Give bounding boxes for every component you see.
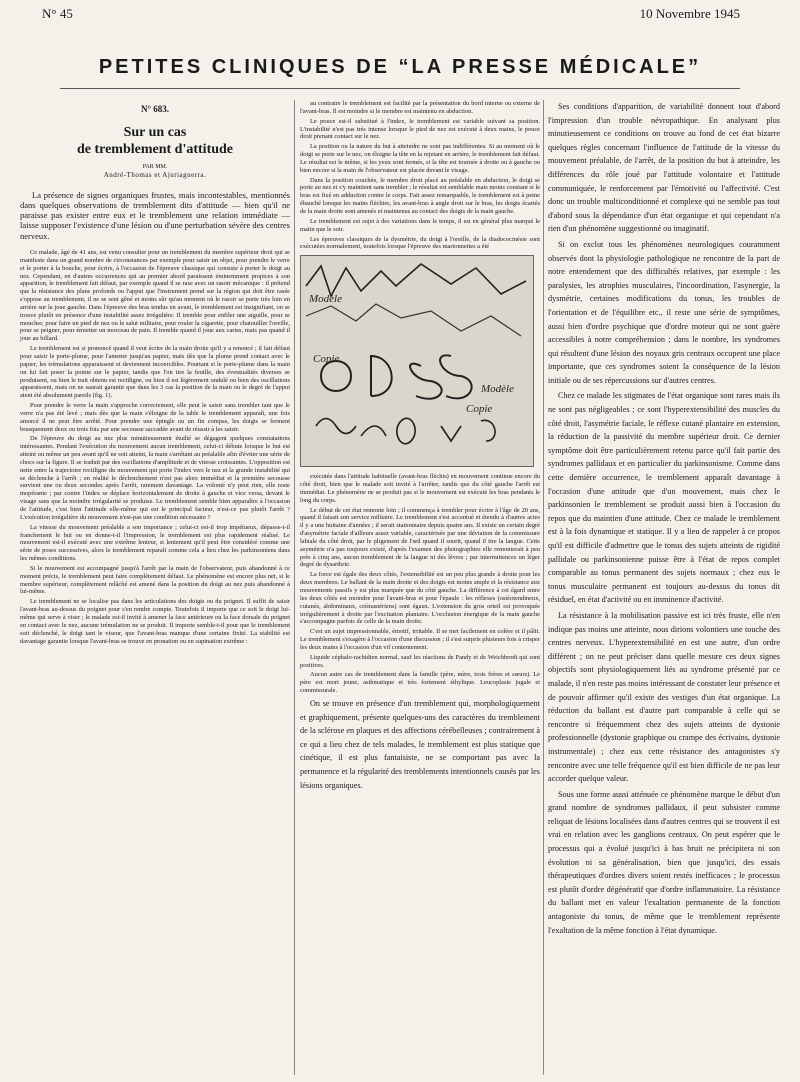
title-rule	[60, 88, 740, 89]
column-3	[548, 100, 780, 1075]
paragraph: Les épreuves classiques de la dysmétrie, du doigt à l'oreille, de la diadococinésie sont exécutées normalement, toutefois lorsque l'épreuve des marionnettes a été	[300, 235, 540, 251]
conclusion-paragraph: On se trouve en présence d'un tremblement qui, morphologiquement et graphiquement, présente quelques-uns des caractères du tremblement de la sclérose en plaques et des affections cérébelleuses ; contrairement à ce qui a lieu chez de tels malades, le tremblement est plus statique que cinétique, il est plus fantaisiste, ne se comportant pas avec la permanence et la régularité des tremblements intentionnels causés par les lésions organiques.	[300, 698, 540, 790]
column-divider	[543, 100, 544, 1075]
paragraph: La position ou la nature du but à atteindre ne sont pas indifférentes. Si au moment où le doigt se porte sur le nez, on éloigne la tête en la rejetant en arrière, le tremblement fait défaut. Le résultat est le même, si les yeux sont fermés, si la tête est tournée à droite ou à gauche ou bien encore si la main de l'observateur est placée devant le visage.	[300, 143, 540, 174]
paragraph: Aucun autre cas de tremblement dans la famille (père, mère, trois frères et sœurs). Le père est mort jeune, asthmatique et très fortement éthylique. Leucoplasie jugale et commissurale.	[300, 671, 540, 695]
figure-label-modele: Modèle	[309, 293, 342, 306]
figure-label-copie: Copie	[313, 353, 340, 366]
paragraph: Pour prendre le verre la main s'approche correctement, elle peut le saisir sans trembler tant que le verre n'a pas été levé ; mais dès que la main s'éloigne de la table le tremblement apparaît, une fois amorcé il ne peut être arrêté. Pour prendre une épingle ou un fin compas, les doigts se ferment brusquement deux ou trois fois par une secousse saccadée avant de réussir à les saisir.	[20, 402, 290, 433]
paragraph: Si le mouvement est accompagné jusqu'à l'arrêt par la main de l'observateur, puis abandonné à ce moment précis, le tremblement peut faire complètement défaut. Le phénomène est encore plus net, si le membre supérieur, complètement relâché est amené dans la position du doigt au nez puis abandonné à lui-même.	[20, 564, 290, 596]
paragraph: exécutée dans l'attitude habituelle (avant-bras fléchis) en mouvement continue encore du côté droit, bien que le malade soit invité à l'arrêter, tandis que du côté gauche l'arrêt est immédiat. Le phénomène ne se produit pas si le mouvement est exécuté les bras pendants le long du corps.	[300, 473, 540, 504]
paragraph: Le tremblement est si prononcé quand il veut écrire de la main droite qu'il y a renoncé ; il fait défaut pour saisir le porte-plume, pour l'amener jusqu'au papier, mais dès que la plume prend contact avec le papier, les trémulations apparaissent et deviennent incoercibles. Pourtant si le porte-plume dans la main on lui fait poser la pointe sur le papier, tandis que l'on tire la feuille, des éventualités diverses se produisent, ou bien le trait obtenu est rectiligne, ou bien il est légèrement ondulé ou bien des oscillations apparaissent, mais on ne saurait garantir que dans les 3 cas la position de la main ou le degré de l'appui aient été absolument pareils (fig. 1).	[20, 345, 290, 400]
page-title: PETITES CLINIQUES DE “LA PRESSE MÉDICALE”	[98, 56, 702, 78]
article-title-line1: Sur un cas	[123, 124, 187, 140]
paragraph: Le tremblement est sujet à des variations dans le temps, il est en général plus marqué le matin que le soir.	[300, 217, 540, 233]
paragraph: La résistance à la mobilisation passive est ici très fruste, elle n'en indique pas moins une atteinte, nous dirions volontiers une touche des centres nerveux. L'hyperextensibilité en est une autre, d'un ordre différent ; on ne peut préciser dans quelle mesure ces deux signes objectifs sont physiologiquement liés au syndrome présenté par ce malade, il n'en reste pas moins intéressant de constater leur présence et de pouvoir affirmer qu'il existe des vestiges d'un état organique. La réduction du ballant est d'autre part comparable à celle qui se rencontre si fréquemment chez des sujets atteints de dystonie professionnelle (dystonie graphique ou crampe des écrivains, dystonie instrumentale) ; chez eux cette résistance des antagonistes s'y rencontre avec une telle fréquence qu'il est bien difficile de ne pas leur accorder quelque valeur.	[548, 610, 780, 784]
issue-date: 10 Novembre 1945	[639, 6, 740, 21]
column-2-body-top	[300, 100, 540, 251]
lead-paragraph: La présence de signes organiques frustes, mais incontestables, mentionnés dans quelques observations de tremblement dits d'attitude — bien qu'il ne paraisse pas exister entre eux et le tremblement une relation immédiate — laisse supposer l'existence d'une lésion ou d'une perturbation sévère des centres nerveux.	[20, 189, 290, 241]
paragraph: C'est un sujet impressionnable, émotif, irritable. Il se met facilement en colère et il pâlit. Le tremblement s'exagère à l'occasion d'une discussion ; il s'est surpris plusieurs fois à crisper les deux mains à l'occasion d'un vif contentement.	[300, 628, 540, 651]
column-divider	[294, 100, 295, 1075]
handwriting-figure	[300, 255, 534, 467]
by-line: PAR MM.	[142, 163, 168, 170]
paragraph: Chez ce malade les stigmates de l'état organique sont rares mais ils ne sont pas négligeables ; ce sont l'hyperextensibilité des muscles du côté droit, l'asymétrie faciale, le réflexe cutané plantaire en extension, la réduction de la passivité du membre supérieur droit. Ce dernier symptôme doit être particulièrement retenu parce qu'il fait partie des syndromes pallidaux et en particulier du parkinsonisme. Comme dans cette dernière occurrence, le tremblement apparaît davantage à l'occasion d'une attitude que d'un mouvement, mais chez le parkinsonien le tremblement se produit aussi bien à l'occasion du repos que du maintien d'une attitude. Chez ce malade le tremblement est à la fois dynamique et statique. Il y a lieu de rappeler à ce propos qu'il est difficile d'admettre que le tonus des sujets atteints de rigidité pallidale ou parkinsonienne puisse être à l'état de repos complet comparable au tonus permanent des sujets normaux ; chez eux le tonus musculaire permanent est toujours au-dessus du tonus dit résiduel, en état d'activité ou en imminence d'activité.	[548, 391, 780, 605]
article-number: N° 683.	[140, 104, 170, 114]
paragraph: Le pouce est-il substitué à l'index, le tremblement est variable suivant sa position. L'instabilité n'est pas très intense lorsque le pied de nez est exécuté à deux mains, le pouce droit prenant contact sur le nez.	[300, 117, 540, 141]
paragraph: Le début de cet état remonte loin ; il commença à trembler pour écrire à l'âge de 20 ans, quand il faisait son service militaire. Le tremblement s'est accentué et étendu à d'autres actes il y a une huitaine d'années ; il serait stationnaire depuis quatre ans. Il existe un certain degré d'asymétrie faciale d'ailleurs assez variable, caractérisée par une déviation de la commissure labiale du côté droit, par le pligement de l'œil quand il sourit, quand il tire la langue. Cette asymétrie n'a pas toujours existé, d'après l'examen des photographies elle remonterait à peu près à cinq ans, aucun tremblement de la langue ni des lèvres ; par intermittences un léger degré de dysarthrie.	[300, 506, 540, 569]
article-title	[20, 124, 290, 158]
article-title-line2: de tremblement d'attitude	[76, 141, 234, 157]
paragraph: Ce malade, âgé de 41 ans, est venu consulter pour un tremblement du membre supérieur droit qui se manifeste dans un grand nombre de circonstances par exemple pour saisir un objet, pour prendre le verre et le porter à la bouche, pour écrire, à l'occasion de l'épreuve classique qui consiste à porter le doigt au nez. Cependant, en d'autres occurrences qui au premier abord paraissent éminemment propices à son apparition, le tremblement fait défaut, par exemple quand il se rase avec un rasoir mécanique : il prétend que la résistance des plans profonds ou l'appui que l'instrument prend sur la région qui doit être rasée s'oppose au tremblement, il ne se sent gêné et moins sûr qu'au moment où le rasoir se porte très loin en arrière sur la joue gauche. Dans l'épreuve des bras tendus en avant, le tremblement est insignifiant, on se trouve plutôt en présence d'une instabilité assez irrégulière. Il tremble pour enfiler une aiguille, pour se moucher, pour faire un pied de nez ou le salut militaire, pour rouler la cigarette, pour chatouiller l'oreille, pour se peigner, pour émietter un morceau de pain. Il tremble quand il joue aux cartes, mais pas quand il joue au billard.	[20, 249, 290, 343]
column-2-body-bottom	[300, 473, 540, 695]
paragraph: Sous une forme aussi atténuée ce phénomène marque le début d'un grand nombre de syndromes pallidaux, il peut subsister comme reliquat de lésions localisées dans d'autres centres qui se trouvent il est vrai en relation avec les ganglions centraux. On peut espérer que le processus qui a évolué jusqu'ici à bas bruit ne précipitera ni son évolution ni sa généralisation, bien que jusqu'ici, des essais thérapeutiques d'ordres divers soient restés inefficaces ; le processus est plutôt d'ordre dégénératif que d'ordre inflammatoire. La résistance du ballant met en valeur l'exaltation permanente de la fonction antagoniste du tonus, de même que le tremblement représente l'exaltation de la même fonction à l'état dynamique.	[548, 789, 780, 935]
figure-label-copie: Copie	[466, 403, 493, 416]
paragraph: De l'épreuve du doigt au nez plus minutieusement étudié se dégagent quelques constatations intéressantes. Pendant l'exécution du mouvement aucun tremblement, celui-ci débute lorsque le but est atteint ou même un peu avant qu'il ne soit atteint, la main s'arrêtant au préalable afin d'éviter une série de chocs sur la figure. Il se traduit par des oscillations d'amplitude et de vitesse croissantes. L'opposition est nette entre la trajectoire rectiligne du mouvement qui porte l'index vers le nez et la grande instabilité qui se déclenche à l'arrêt ; en réalité le déclenchement n'est pas alors immédiat et la première secousse survient une ou deux secondes après l'arrêt, rarement davantage. La volonté n'y peut rien, elle reste inopérante ; par contre l'index se déplace horizontalement de droite à gauche et vice versa, devant le visage sans que la moindre irrégularité se produise. Le tremblement semble bien apparaître à l'occasion de l'attitude, c'est bien l'attitude elle-même qui est le principal facteur, n'est-ce pas plutôt l'arrêt ? L'exécution irrégulière du mouvement n'est-pas une condition nécessaire ?	[20, 435, 290, 521]
column-2	[300, 100, 540, 1075]
paragraph: au contraire le tremblement est facilité par la présentation du bord interne ou externe de l'avant-bras. Il est moindre si le membre est maintenu en abduction.	[300, 100, 540, 115]
paragraph: Liquide céphalo-rachidien normal, sauf les réactions de Pandy et de Weichbrodt qui sont positives.	[300, 653, 540, 669]
paragraph: La force est égale des deux côtés, l'extensibilité est un peu plus grande à droite pour les deux membres. Le ballant de la main droite et des doigts est moins ample et la résistance aux mouvements passifs y est plus marquée que du côté gauche. La différence à cet égard entre les deux côtés est moindre pour l'avant-bras et pour l'épaule : les réflexes (ostéotendineux, cutanés, abdominaux, crémastériens) sont égaux. L'extension du gros orteil est provoquée irrégulièrement à droite par l'excitation plantaire. L'occlusion énergique de la main gauche s'accompagne parfois de celle de la main droite.	[300, 571, 540, 626]
issue-number: N° 45	[42, 6, 73, 21]
paragraph: La vitesse du mouvement préalable a son importance ; celui-ci est-il trop impétueux, dépasse-t-il franchement le but ou en donne-t-il l'impression, le tremblement est plus rapidement réalisé. Le mouvement est-il exécuté avec une extrême lenteur, si lentement qu'il peut être considéré comme une série de poses successives, alors le tremblement reparaît comme cela a lieu chez les parkinsoniens dans les mêmes conditions.	[20, 523, 290, 563]
paragraph: Ses conditions d'apparition, de variabilité donnent tout d'abord l'impression d'un trouble névropathique. En analysant plus minutieusement ce conditions on trouve au fond de cet état bizarre quelques règles concernant l'influence de l'attitude de la vitesse du mouvement préalable, de l'arrêt, de la position du but à atteindre, les différences du rôle joué par l'attitude volontaire et l'attitude communiquée, le renforcement par l'émotivité ou l'affectivité. C'est donc un trouble multiconditionné et complexe qui ne semble pas tout d'abord sous la dépendance d'un état organique et qui cependant n'a rien d'un phénomène suggestionné ou imaginatif.	[548, 102, 780, 234]
authors: André-Thomas et Ajuriaguerra.	[103, 170, 207, 179]
column-1	[20, 100, 290, 1075]
paragraph: Dans la position couchée, le membre droit placé au préalable en abduction, le doigt se porte au nez et s'y maintient sans trembler ; le résultat est semblable mais moins constant si le bras est fixé en adduction contre le corps. Fait assez remarquable, le tremblement est à peine ébauché lorsque les mains fléchies, les avant-bras à angle droit sur le bras, les doigts écartés de la main droite sont amenés et maintenus au contact des doigts de la main gauche.	[300, 176, 540, 215]
column-3-body	[548, 100, 780, 937]
column-1-body	[20, 249, 290, 645]
paragraph: Le tremblement ne se localise pas dans les articulations des doigts ou du poignet. Il suffit de saisir l'avant-bras au-dessus du poignet pour s'en rendre compte. Toutefois il importe que ce soit le doigt lui-même qui serve à viser ; le malade est-il invité à amener la face antérieure ou la face dorsale du poignet en contact avec le nez, aucune trémulation ne se produit. Il importe semble-t-il pour que le tremblement soit déclenché, le doigt tant le viseur, que l'avant-bras manque d'une certaine fixité. La stabilité est davantage garantie lorsque l'avant-bras se trouve en pronation ou en supination extrême :	[20, 598, 290, 645]
figure-label-modele: Modèle	[481, 383, 514, 396]
paragraph: Si on exclut tous les phénomènes neurologiques couramment observés dont la physiologie pathologique ne rencontre de la part de notre entendement que des difficultés relatives, par exemple : les paralysies, les atrophies musculaires, l'incoordination, l'asynergie, la dysmétrie, certaines modifications du tonus, les troubles de l'orientation et de l'équilibre etc., il reste une série de symptômes, aussi bien d'ordre psychique que d'ordre moteur qui ne sont guère accessibles à notre compréhension ; dans le nombre, les syndromes qui résultent d'une lésion des noyaux gris centraux occupent une place importante, que ces syndromes soient la conséquence de la lésion initiale ou de ses répercussions sur d'autres centres.	[548, 239, 780, 385]
